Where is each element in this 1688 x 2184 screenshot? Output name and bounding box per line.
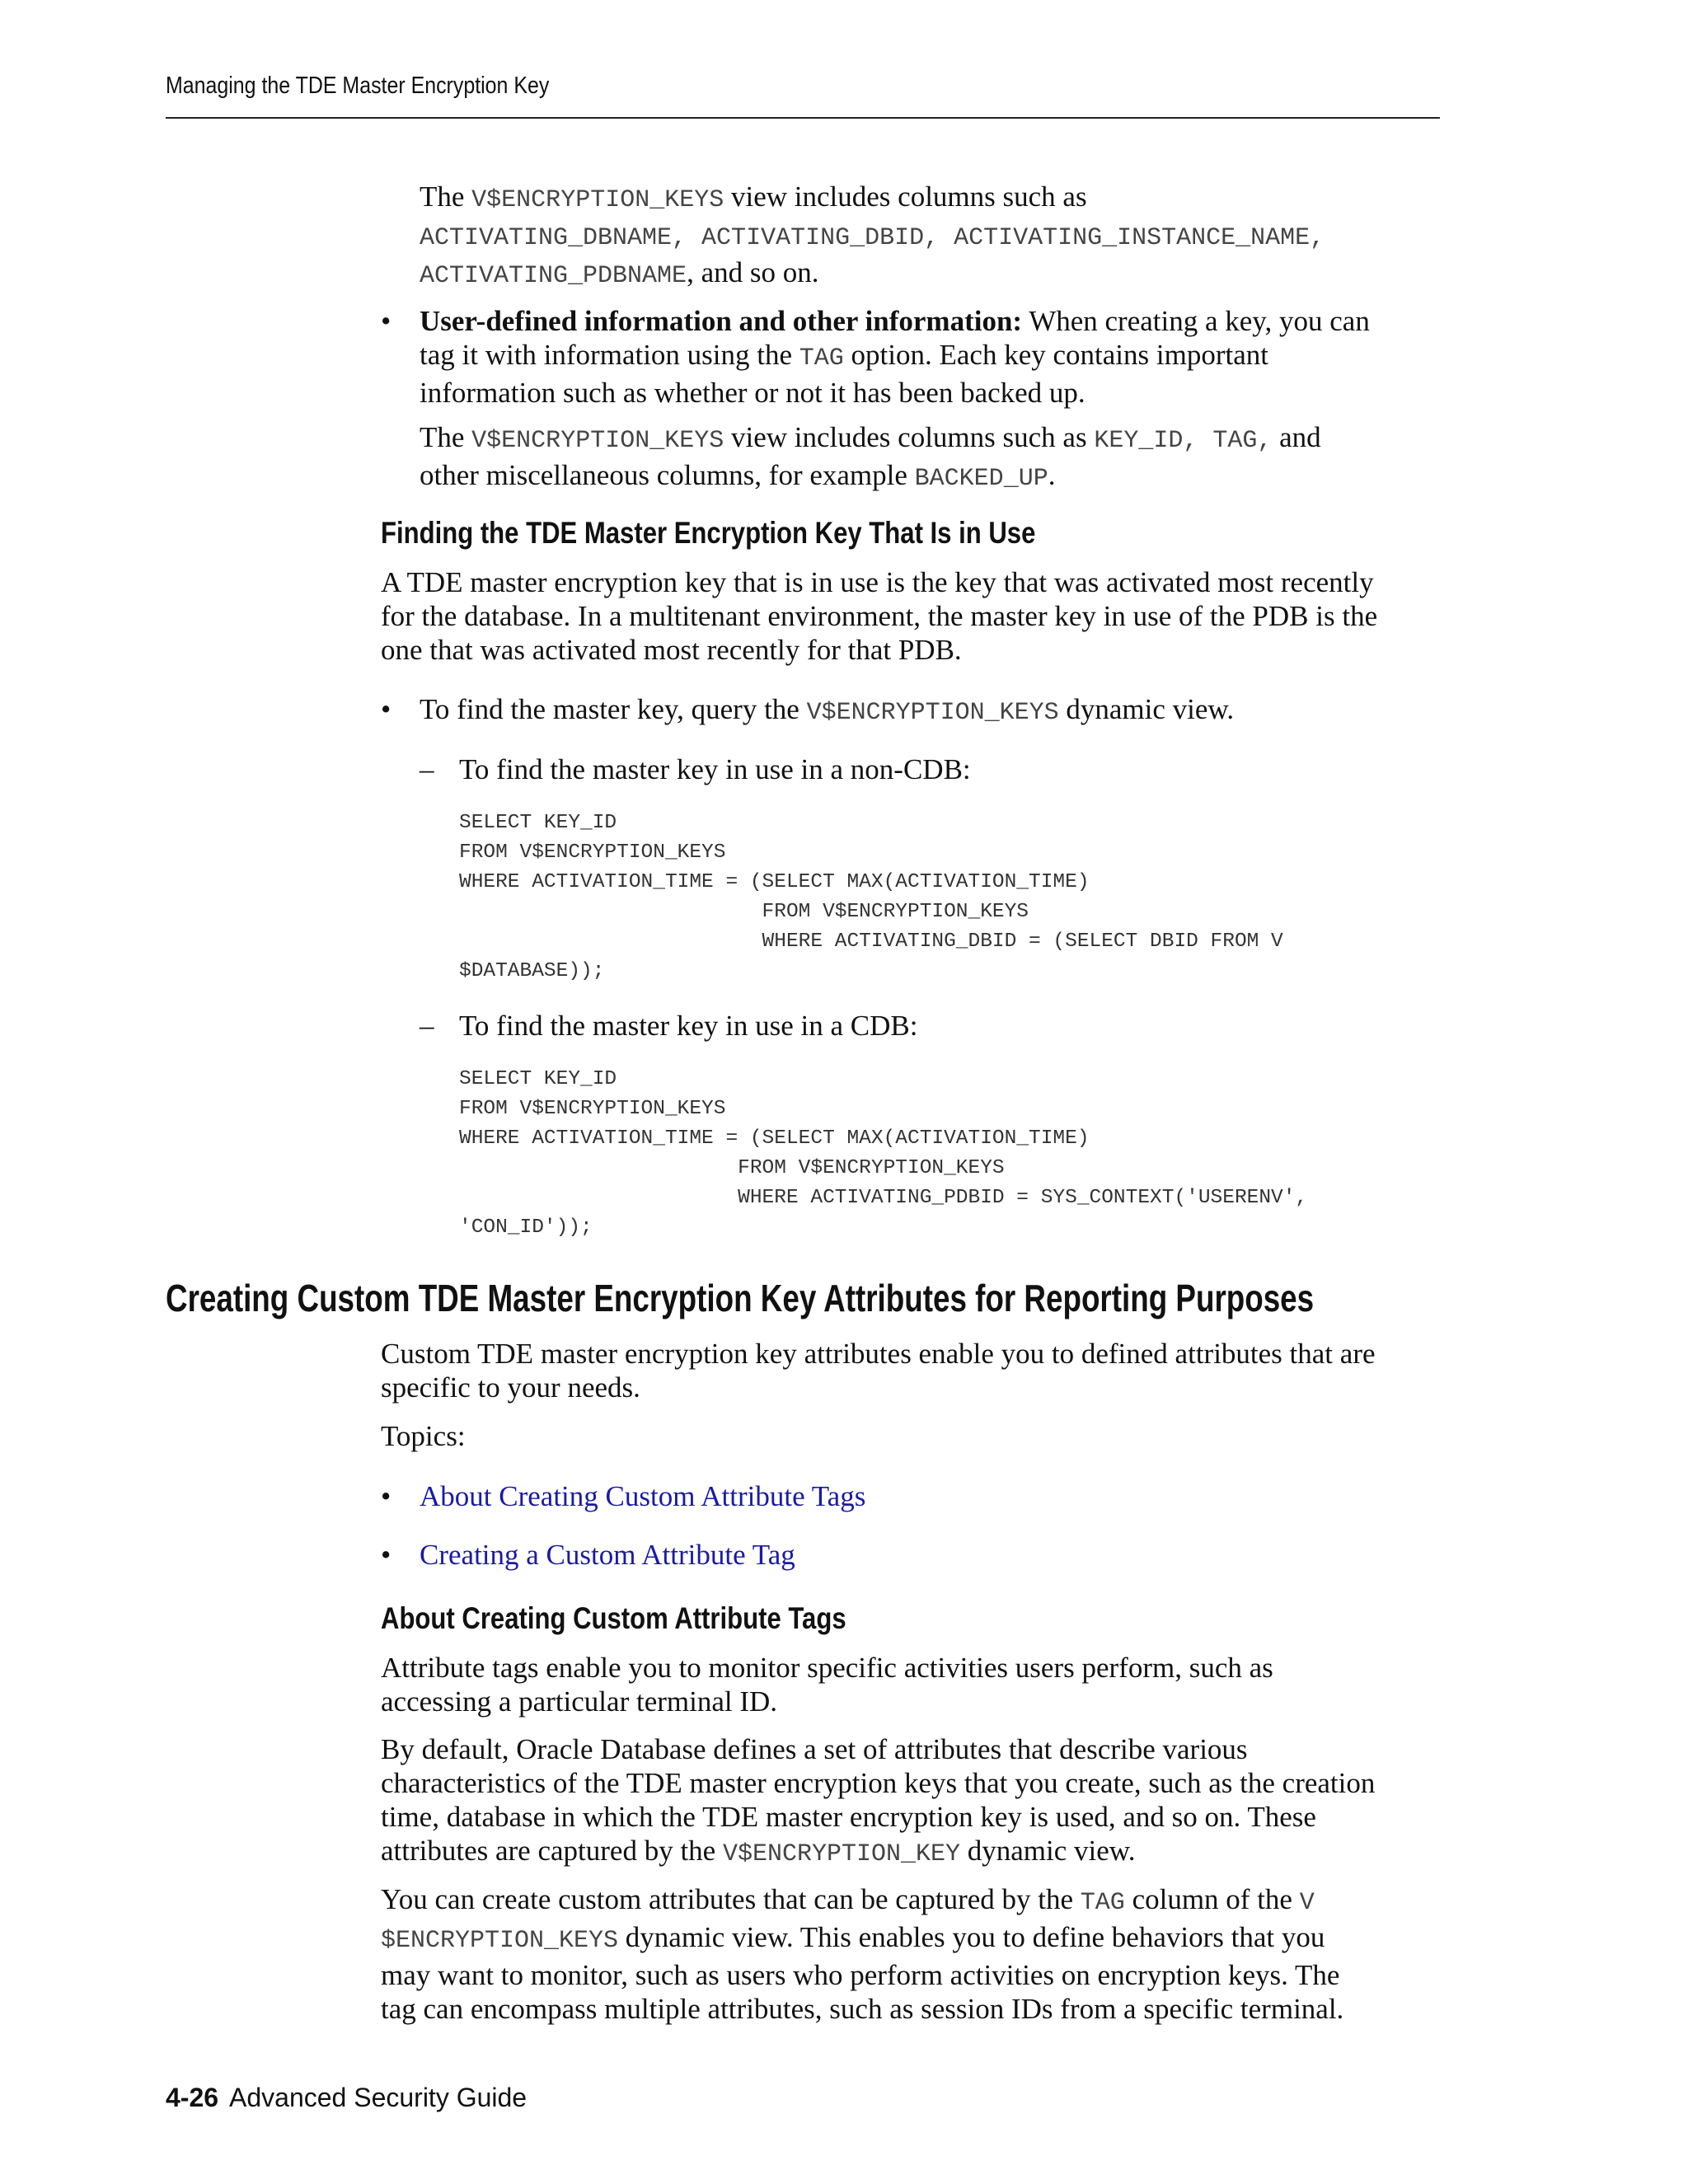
heading-finding-master-key: Finding the TDE Master Encryption Key That Is in Use [381,516,1036,550]
code-term: V [1299,1889,1315,1917]
dash-marker: – [420,753,434,785]
code-term: TAG [1080,1889,1125,1917]
subitem-cdb: To find the master key in use in a CDB: [459,1010,918,1042]
paragraph-key-in-use: A TDE master encryption key that is in use is the key that was activated most recently for the database. In a multitenant environment, the master key in use of the PDB is the one that was activated most recently for that PDB. [381,566,1378,666]
paragraph-custom-attributes: You can create custom attributes that can be captured by the TAG column of the V $ENCRYPTION_KEYS dynamic view. This enables you to define behaviors that you may want to monitor, such as users who perform activities on encryption keys. The tag can encompass multiple attributes, such as session IDs from a specific terminal. [381,1883,1344,2025]
header-rule [166,117,1440,119]
heading-custom-attributes: Creating Custom TDE Master Encryption Key Attributes for Reporting Purposes [166,1277,1315,1319]
code-term: $ENCRYPTION_KEYS [381,1927,619,1955]
code-term: ACTIVATING_PDBNAME [420,262,687,290]
bullet-marker: • [381,1539,392,1571]
code-term: V$ENCRYPTION_KEYS [471,427,724,455]
book-title: Advanced Security Guide [229,2083,528,2112]
link-creating-custom-attribute-tag[interactable]: Creating a Custom Attribute Tag [420,1539,795,1571]
link-about-custom-attribute-tags[interactable]: About Creating Custom Attribute Tags [420,1480,866,1512]
paragraph-default-attributes: By default, Oracle Database defines a set of attributes that describe various characteristics of the TDE master encryption keys that you create, such as the creation time, database in which the TDE master encryption key is used, and so on. These attributes are captured by the V$ENCRYPTION_KEY dynamic view. [381,1733,1376,1868]
running-header: Managing the TDE Master Encryption Key [166,73,550,99]
code-term: BACKED_UP [914,465,1048,493]
paragraph-custom-intro: Custom TDE master encryption key attributes enable you to defined attributes that are specific to your needs. [381,1338,1376,1404]
subitem-non-cdb: To find the master key in use in a non-CDB: [459,753,971,785]
code-block-cdb: SELECT KEY_ID FROM V$ENCRYPTION_KEYS WHERE ACTIVATION_TIME = (SELECT MAX(ACTIVATION_TIME) FROM V$ENCRYPTION_KEYS WHERE ACTIVATING_PDBID = SYS_CONTEXT('USERENV', 'CON_ID')); [459,1068,1308,1239]
dash-marker: – [420,1010,434,1042]
bullet-marker: • [381,693,392,725]
code-term: V$ENCRYPTION_KEYS [806,699,1059,727]
code-term: V$ENCRYPTION_KEY [722,1840,961,1868]
code-term: KEY_ID, TAG, [1094,427,1273,455]
bullet-user-defined-info: User-defined information and other information: When creating a key, you can tag it with information using the TAG option. Each key contains important information such as whether or not it has been backed up. [420,305,1370,409]
bullet-query-view: To find the master key, query the V$ENCRYPTION_KEYS dynamic view. [420,693,1235,727]
code-term: TAG [799,344,844,373]
code-block-non-cdb: SELECT KEY_ID FROM V$ENCRYPTION_KEYS WHERE ACTIVATION_TIME = (SELECT MAX(ACTIVATION_TIME) FROM V$ENCRYPTION_KEYS WHERE ACTIVATING_DBID = (SELECT DBID FROM V $DATABASE)); [459,812,1283,982]
bullet-marker: • [381,1480,392,1512]
code-term: V$ENCRYPTION_KEYS [471,186,724,214]
page-number: 4-26 [166,2083,219,2112]
heading-about-attribute-tags: About Creating Custom Attribute Tags [381,1601,846,1635]
topics-label: Topics: [381,1420,466,1452]
paragraph-key-id-tag: The V$ENCRYPTION_KEYS view includes columns such as KEY_ID, TAG, and other miscellaneous columns, for example BACKED_UP. [420,421,1321,493]
paragraph-encryption-keys-columns: The V$ENCRYPTION_KEYS view includes columns such as ACTIVATING_DBNAME, ACTIVATING_DBID, ACTIVATING_INSTANCE_NAME, ACTIVATING_PDBNAME, and so on. [420,180,1325,290]
code-term: ACTIVATING_DBNAME, ACTIVATING_DBID, ACTIVATING_INSTANCE_NAME, [420,224,1325,252]
paragraph-attribute-tags: Attribute tags enable you to monitor specific activities users perform, such as accessing a particular terminal ID. [381,1652,1273,1718]
bullet-marker: • [381,305,392,337]
